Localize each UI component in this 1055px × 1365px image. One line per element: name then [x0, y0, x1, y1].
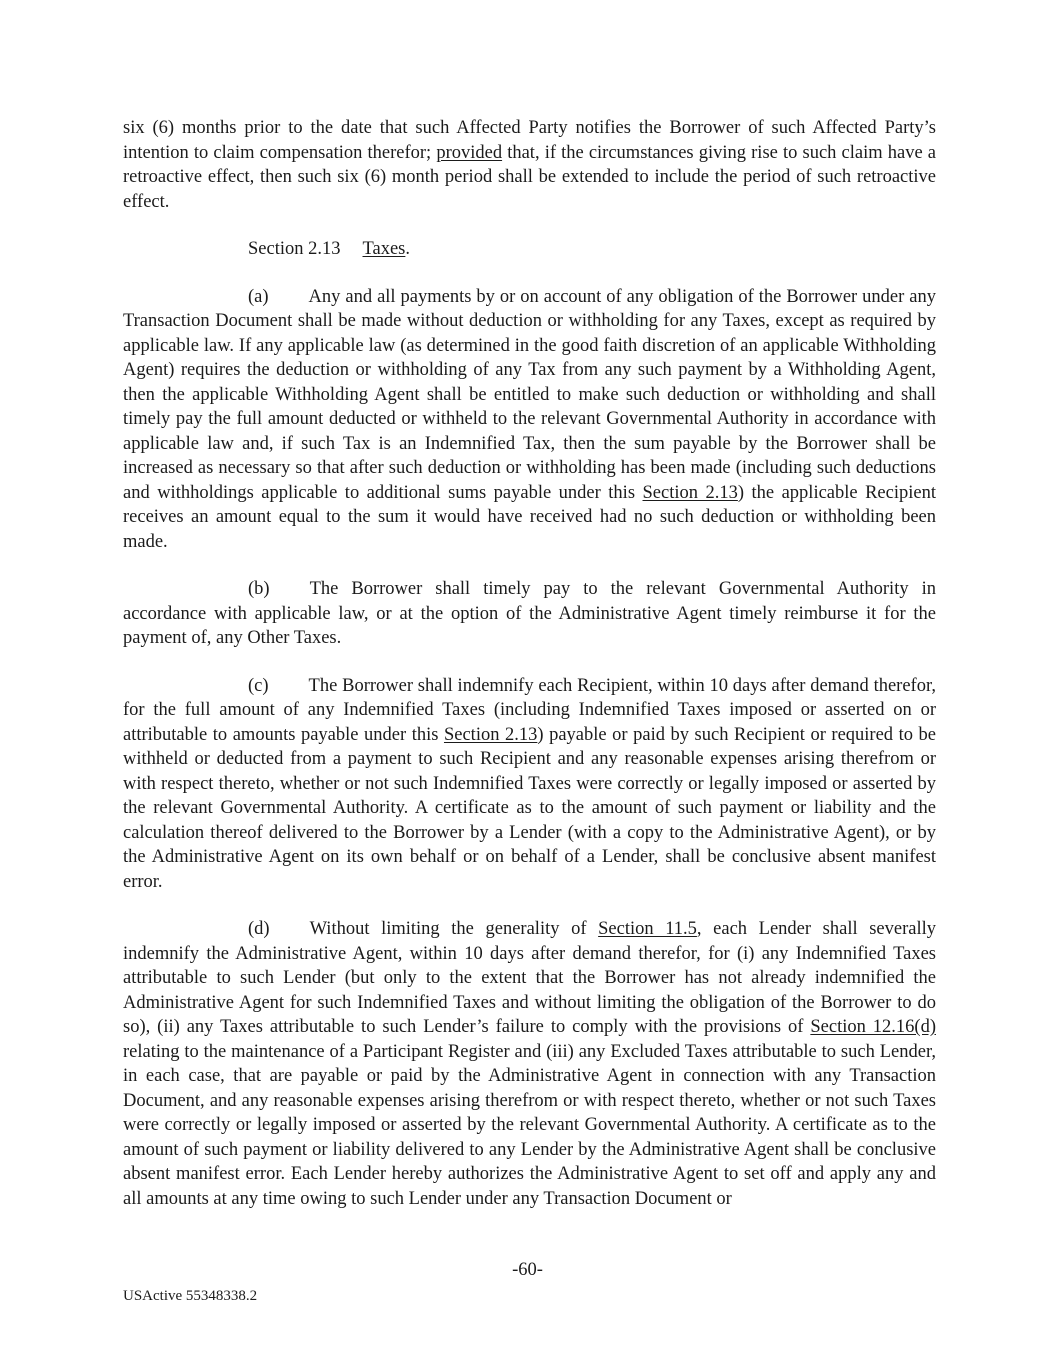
underlined-text-run: Section 2.13: [443, 724, 538, 745]
underlined-text-run: Section 11.5: [598, 919, 697, 939]
text-run: ) payable or paid by such Recipient or required to be withheld or deducted from a payment to such Recipient and any reasonable expenses arising therefrom or with respect thereto, whether or not such Indemnified Taxes were correctly or legally imposed or asserted by the relevant Governmental Authority. A certificate as to the amount of such payment or liability and the calculation thereof delivered to the Borrower by a Lender (with a copy to the Administrative Agent), or by the Administrative Agent on its own behalf or on behalf of a Lender, shall be conclusive absent manifest error.: [123, 724, 936, 892]
paragraph-continuation: [123, 116, 936, 214]
text-run: , each Lender shall severally indemnify the Administrative Agent, within 10 days after demand therefor, for (i) any Indemnified Taxes attributable to such Lender (but only to the extent that the Borrower has not already indemnified the Administrative Agent for such Indemnified Taxes and without limiting the obligation of the Borrower to do so), (ii) any Taxes attributable to such Lender’s failure to comply with the provisions of: [123, 919, 936, 1037]
page-number: -60-: [512, 1260, 543, 1280]
paragraph-d: [123, 917, 936, 1211]
underlined-text-run: Section 2.13: [642, 482, 738, 503]
text-run: relating to the maintenance of a Participant Register and (iii) any Excluded Taxes attributable to such Lender, in each case, that are payable or paid by the Administrative Agent in connection with any Transaction Document, and any reasonable expenses arising therefrom or with respect thereto, whether or not such Taxes were correctly or legally imposed or asserted by the relevant Governmental Authority. A certificate as to the amount of such payment or liability delivered to any Lender by the Administrative Agent shall be conclusive absent manifest error. Each Lender hereby authorizes the Administrative Agent to set off and apply any and all amounts at any time owing to such Lender under any Transaction Document or: [123, 1041, 936, 1209]
text-run: (b): [248, 579, 270, 599]
document-body: [123, 116, 936, 1234]
text-run: Any and all payments by or on account of any obligation of the Borrower under any Transaction Document shall be made without deduction or withholding for any Taxes, except as required by applicable law. If any applicable law (as determined in the good faith discretion of an applicable Withholding Agent) requires the deduction or withholding of any Tax from any such payment by a Withholding Agent, then the applicable Withholding Agent shall be entitled to make such deduction or withholding and shall timely pay the full amount deducted or withheld to the relevant Governmental Authority in accordance with applicable law and, if such Tax is an Indemnified Tax, then the sum payable by the Borrower shall be increased as necessary so that after such deduction or withholding has been made (including such deductions and withholdings applicable to additional sums payable under this: [123, 286, 936, 503]
underlined-text-run: provided: [436, 142, 503, 163]
paragraph-a: [123, 285, 936, 555]
text-run: The Borrower shall timely pay to the relevant Governmental Authority in accordance with applicable law, or at the option of the Administrative Agent timely reimburse it for the payment of, any Other Taxes.: [123, 579, 936, 648]
text-run: ) the applicable Recipient receives an amount equal to the sum it would have received had no such deduction or withholding been made.: [123, 482, 936, 552]
paragraph-b: [123, 577, 936, 651]
text-run: (d): [248, 919, 270, 939]
text-run: Section 2.13: [248, 239, 341, 259]
section-heading: [123, 237, 936, 262]
text-run: Without limiting the generality of: [309, 919, 599, 939]
paragraph-c: [123, 674, 936, 895]
text-run: (c): [248, 675, 269, 696]
underlined-text-run: Taxes: [362, 239, 406, 259]
text-run: six (6) months prior to the date that such Affected Party notifies the Borrower of such Affected Party’s intention to claim compensation therefor;: [123, 118, 936, 163]
document-id-stamp: USActive 55348338.2: [123, 1288, 258, 1304]
underlined-text-run: Section 12.16(d): [810, 1017, 936, 1037]
text-run: The Borrower shall indemnify each Recipient, within 10 days after demand therefor, for the full amount of any Indemnified Taxes (including Indemnified Taxes imposed or asserted on or attributable to amounts payable under this: [123, 675, 936, 745]
text-run: (a): [248, 286, 269, 307]
text-run: .: [405, 239, 411, 259]
text-run: that, if the circumstances giving rise to such claim have a retroactive effect, then such six (6) month period shall be extended to include the period of such retroactive effect.: [123, 142, 936, 212]
